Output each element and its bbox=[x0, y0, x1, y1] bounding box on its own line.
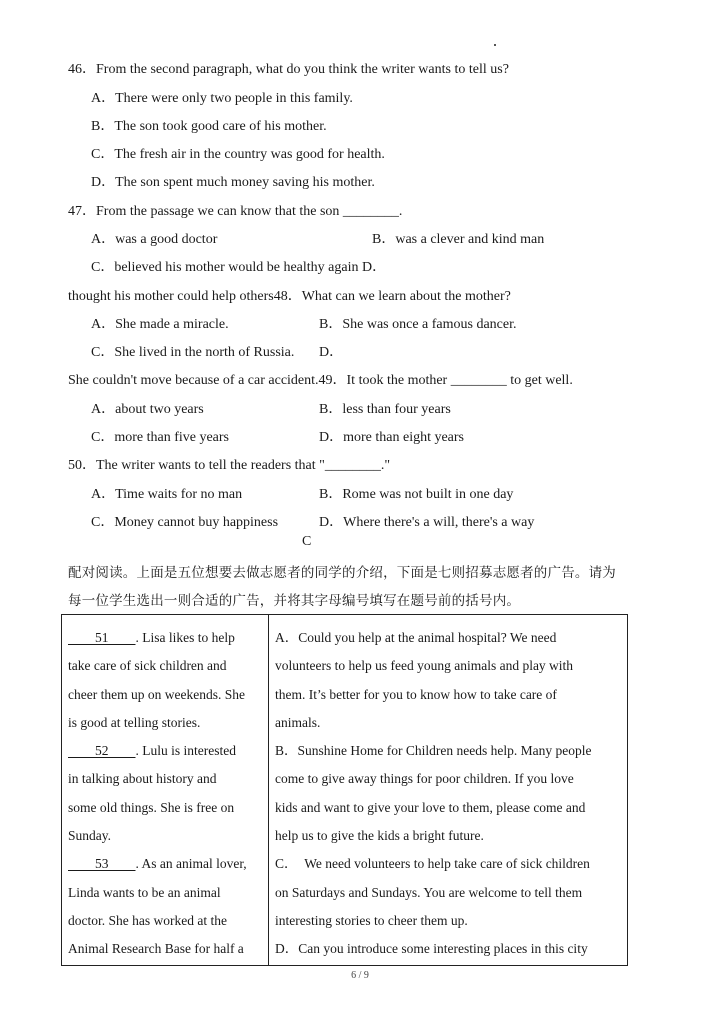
q46-option-b: B．The son took good care of his mother. bbox=[91, 119, 327, 134]
ads-column bbox=[269, 615, 628, 966]
q48-option-c: C．She lived in the north of Russia. bbox=[91, 345, 295, 360]
answer-blank-52[interactable]: 52 bbox=[68, 743, 136, 759]
q46-option-a: A．There were only two people in this family. bbox=[91, 91, 353, 106]
q47-option-d-q48-stem: thought his mother could help others48．What can we learn about the mother? bbox=[68, 289, 511, 304]
student-51-line: is good at telling stories. bbox=[68, 714, 201, 730]
student-53-first-line: . As an animal lover, bbox=[135, 856, 247, 872]
q47-option-c: C．believed his mother would be healthy again D． bbox=[91, 260, 387, 275]
q50-stem: 50．The writer wants to tell the readers that "________." bbox=[68, 458, 391, 473]
student-52-first-line: . Lulu is interested bbox=[135, 743, 236, 759]
student-53-line: Linda wants to be an animal bbox=[68, 884, 221, 900]
ad-b-line: kids and want to give your love to them, please come and bbox=[275, 799, 586, 815]
ad-c-line: interesting stories to cheer them up. bbox=[275, 912, 468, 928]
q49-option-c: C．more than five years bbox=[91, 430, 230, 445]
q48-option-b: B．She was once a famous dancer. bbox=[319, 317, 517, 332]
ad-a-line: animals. bbox=[275, 714, 321, 730]
q48-option-a: A．She made a miracle. bbox=[91, 317, 229, 332]
ad-a-line: them. It’s better for you to know how to take care of bbox=[275, 686, 557, 702]
ads-text bbox=[269, 615, 627, 964]
instructions-line-1: 配对阅读。上面是五位想要去做志愿者的同学的介绍，下面是七则招募志愿者的广告。请为 bbox=[68, 565, 616, 581]
q48-option-d-label: D． bbox=[319, 345, 344, 360]
q47-option-a: A．was a good doctor bbox=[91, 232, 218, 247]
student-52-line: some old things. She is free on bbox=[68, 799, 235, 815]
q50-option-b: B．Rome was not built in one day bbox=[319, 487, 514, 502]
ad-b-line: B．Sunshine Home for Children needs help. Many people bbox=[275, 743, 592, 759]
matching-table bbox=[61, 614, 628, 966]
answer-blank-53[interactable]: 53 bbox=[68, 856, 136, 872]
instructions-line-2: 每一位学生选出一则合适的广告，并将其字母编号填写在题号前的括号内。 bbox=[68, 593, 521, 609]
q50-option-a: A．Time waits for no man bbox=[91, 487, 243, 502]
q49-option-a: A．about two years bbox=[91, 402, 204, 417]
q46-option-c: C．The fresh air in the country was good for health. bbox=[91, 147, 385, 162]
student-51-line: take care of sick children and bbox=[68, 658, 227, 674]
ad-b-line: come to give away things for poor children. If you love bbox=[275, 771, 574, 787]
q46-option-d: D．The son spent much money saving his mother. bbox=[91, 175, 375, 190]
ad-c-line: C． We need volunteers to help take care of sick children bbox=[275, 856, 590, 872]
students-column bbox=[62, 615, 269, 966]
student-51-line: cheer them up on weekends. She bbox=[68, 686, 245, 702]
q49-option-b: B．less than four years bbox=[319, 402, 451, 417]
ad-a-line: A．Could you help at the animal hospital? We need bbox=[275, 630, 557, 645]
page-number: 6 / 9 bbox=[351, 970, 369, 981]
student-51-first-line: . Lisa likes to help bbox=[135, 630, 235, 645]
ad-c-line: on Saturdays and Sundays. You are welcome to tell them bbox=[275, 884, 583, 900]
ad-d-line: D．Can you introduce some interesting places in this city bbox=[275, 941, 588, 957]
ad-b-line: help us to give the kids a bright future. bbox=[275, 828, 484, 844]
student-53-line: doctor. She has worked at the bbox=[68, 912, 227, 928]
student-53-line: Animal Research Base for half a bbox=[68, 941, 244, 957]
section-label-c: C bbox=[302, 534, 312, 549]
q50-option-c: C．Money cannot buy happiness bbox=[91, 515, 279, 530]
student-53 bbox=[68, 850, 268, 963]
student-52-line: Sunday. bbox=[68, 828, 111, 844]
q46-stem: 46．From the second paragraph, what do you think the writer wants to tell us? bbox=[68, 62, 509, 77]
ad-a-line: volunteers to help us feed young animals and play with bbox=[275, 658, 574, 674]
answer-blank-51[interactable]: 51 bbox=[68, 630, 136, 645]
q47-stem: 47．From the passage we can know that the son ________. bbox=[68, 204, 403, 219]
student-52-line: in talking about history and bbox=[68, 771, 217, 787]
speck-mark bbox=[494, 44, 496, 46]
q48-option-d-q49-stem: She couldn't move because of a car accident.49．It took the mother ________ to get well. bbox=[68, 373, 573, 388]
q49-option-d: D．more than eight years bbox=[319, 430, 465, 445]
student-51 bbox=[68, 624, 268, 737]
q50-option-d: D．Where there's a will, there's a way bbox=[319, 515, 535, 530]
student-52 bbox=[68, 737, 268, 850]
q47-option-b: B．was a clever and kind man bbox=[372, 232, 545, 247]
students-text bbox=[62, 615, 268, 964]
